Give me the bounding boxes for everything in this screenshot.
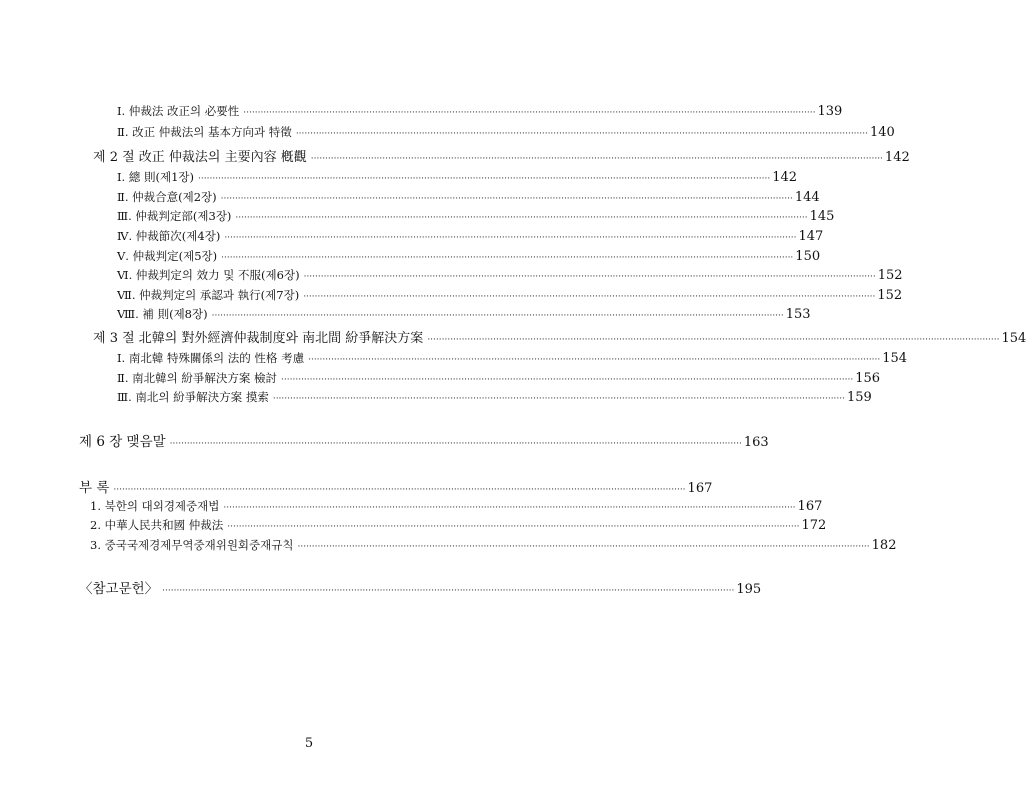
toc-chapter-title: 제 6 장 맺음말 <box>79 434 166 450</box>
toc-entry-title: Ⅱ. 南北韓의 紛爭解決方案 檢討 <box>117 371 278 385</box>
toc-entry[interactable] <box>117 208 835 224</box>
dot-leader: ········································································································································································································ <box>220 194 793 204</box>
dot-leader: ········································································································································································································ <box>295 129 868 139</box>
toc-entry-page: 139 <box>817 104 843 119</box>
dot-leader: ········································································································································································································ <box>308 355 881 365</box>
dot-leader: ········································································································································································································ <box>272 394 845 404</box>
dot-leader: ········································································································································································································ <box>243 108 816 118</box>
dot-leader: ········································································································································································································ <box>198 174 771 184</box>
toc-entry-title: Ⅶ. 仲裁判定의 承認과 執行(제7장) <box>117 288 300 302</box>
dot-leader: ········································································································································································································ <box>211 311 784 321</box>
toc-entry-title: Ⅴ. 仲裁判定(제5장) <box>117 249 218 263</box>
dot-leader: ········································································································································································································ <box>235 213 808 223</box>
toc-entry-page: 144 <box>794 190 820 205</box>
toc-entry-page: 147 <box>798 229 824 244</box>
toc-entry-page: 154 <box>882 351 908 366</box>
toc-entry-page: 156 <box>855 371 881 386</box>
dot-leader: ········································································································································································································ <box>303 272 876 282</box>
toc-section-page: 142 <box>884 150 910 165</box>
toc-entry[interactable] <box>90 537 897 553</box>
toc-appendix-title: 부 록 <box>79 480 110 496</box>
dot-leader: ········································································································································································································ <box>169 439 742 449</box>
dot-leader: ········································································································································································································ <box>223 503 796 513</box>
toc-appendix[interactable] <box>79 476 713 496</box>
toc-entry[interactable] <box>117 287 903 303</box>
dot-leader: ········································································································································································································ <box>221 253 794 263</box>
toc-entry-page: 142 <box>772 170 798 185</box>
toc-entry-page: 167 <box>797 499 823 514</box>
toc-entry-title: 3. 중국국제경제무역중재위원회중재규칙 <box>90 538 294 552</box>
toc-entry[interactable] <box>117 228 824 244</box>
toc-section-page: 154 <box>1001 331 1026 346</box>
toc-entry[interactable] <box>117 124 895 140</box>
dot-leader: ········································································································································································································ <box>113 485 686 495</box>
dot-leader: ········································································································································································································ <box>227 522 800 532</box>
toc-entry-page: 172 <box>801 518 827 533</box>
toc-chapter-page: 163 <box>743 435 769 450</box>
toc-section-title: 제 3 절 北韓의 對外經濟仲裁制度와 南北間 紛爭解決方案 <box>93 331 424 346</box>
toc-entry[interactable] <box>117 169 798 185</box>
dot-leader: ········································································································································································································ <box>224 233 797 243</box>
toc-entry-page: 152 <box>877 288 903 303</box>
toc-entry-title: Ⅰ. 仲裁法 改正의 必要性 <box>117 104 240 118</box>
toc-entry[interactable] <box>117 189 820 205</box>
toc-entry-title: Ⅰ. 總 則(제1장) <box>117 170 195 184</box>
toc-entry-title: Ⅱ. 仲裁合意(제2장) <box>117 190 217 204</box>
toc-entry[interactable] <box>117 267 903 283</box>
dot-leader: ········································································································································································································ <box>162 586 735 596</box>
toc-appendix-page: 167 <box>687 481 713 496</box>
toc-entry-title: Ⅳ. 仲裁節次(제4장) <box>117 229 221 243</box>
dot-leader: ········································································································································································································ <box>310 154 883 164</box>
toc-entry-title: Ⅷ. 補 則(제8장) <box>117 307 208 321</box>
toc-entry-title: Ⅲ. 仲裁判定部(제3장) <box>117 209 232 223</box>
toc-entry-page: 150 <box>795 249 821 264</box>
toc-section[interactable] <box>93 146 910 165</box>
toc-references-page: 195 <box>736 582 762 597</box>
toc-entry-title: Ⅲ. 南北의 紛爭解決方案 摸索 <box>117 390 269 404</box>
toc-chapter[interactable] <box>79 430 769 450</box>
toc-entry[interactable] <box>90 517 827 533</box>
dot-leader: ········································································································································································································ <box>427 335 1000 345</box>
toc-entry[interactable] <box>117 103 843 119</box>
toc-entry[interactable] <box>117 389 872 405</box>
toc-entry-page: 153 <box>785 307 811 322</box>
toc-entry-title: Ⅱ. 改正 仲裁法의 基本方向과 特徵 <box>117 125 292 139</box>
toc-section-title: 제 2 절 改正 仲裁法의 主要內容 槪觀 <box>93 150 307 165</box>
toc-entry-page: 182 <box>871 538 897 553</box>
toc-entry[interactable] <box>90 498 823 514</box>
toc-entry-title: 1. 북한의 대외경제중재법 <box>90 499 220 513</box>
toc-references-title: 〈참고문헌〉 <box>79 581 159 597</box>
dot-leader: ········································································································································································································ <box>297 542 870 552</box>
dot-leader: ········································································································································································································ <box>281 375 854 385</box>
toc-entry-page: 145 <box>809 209 835 224</box>
toc-entry-page: 159 <box>847 390 872 405</box>
toc-entry[interactable] <box>117 370 881 386</box>
toc-entry-title: 2. 中華人民共和國 仲裁法 <box>90 518 224 532</box>
toc-section[interactable] <box>93 327 1026 346</box>
dot-leader: ········································································································································································································ <box>303 292 876 302</box>
toc-entry-page: 140 <box>869 125 895 140</box>
toc-references[interactable] <box>79 577 762 597</box>
toc-entry-title: Ⅵ. 仲裁判定의 效力 및 不服(제6장) <box>117 268 300 282</box>
toc-entry[interactable] <box>117 306 811 322</box>
toc-entry-title: Ⅰ. 南北韓 特殊關係의 法的 性格 考慮 <box>117 351 305 365</box>
toc-entry[interactable] <box>117 350 908 366</box>
page-number: 5 <box>304 736 314 751</box>
toc-entry[interactable] <box>117 248 821 264</box>
toc-entry-page: 152 <box>877 268 903 283</box>
